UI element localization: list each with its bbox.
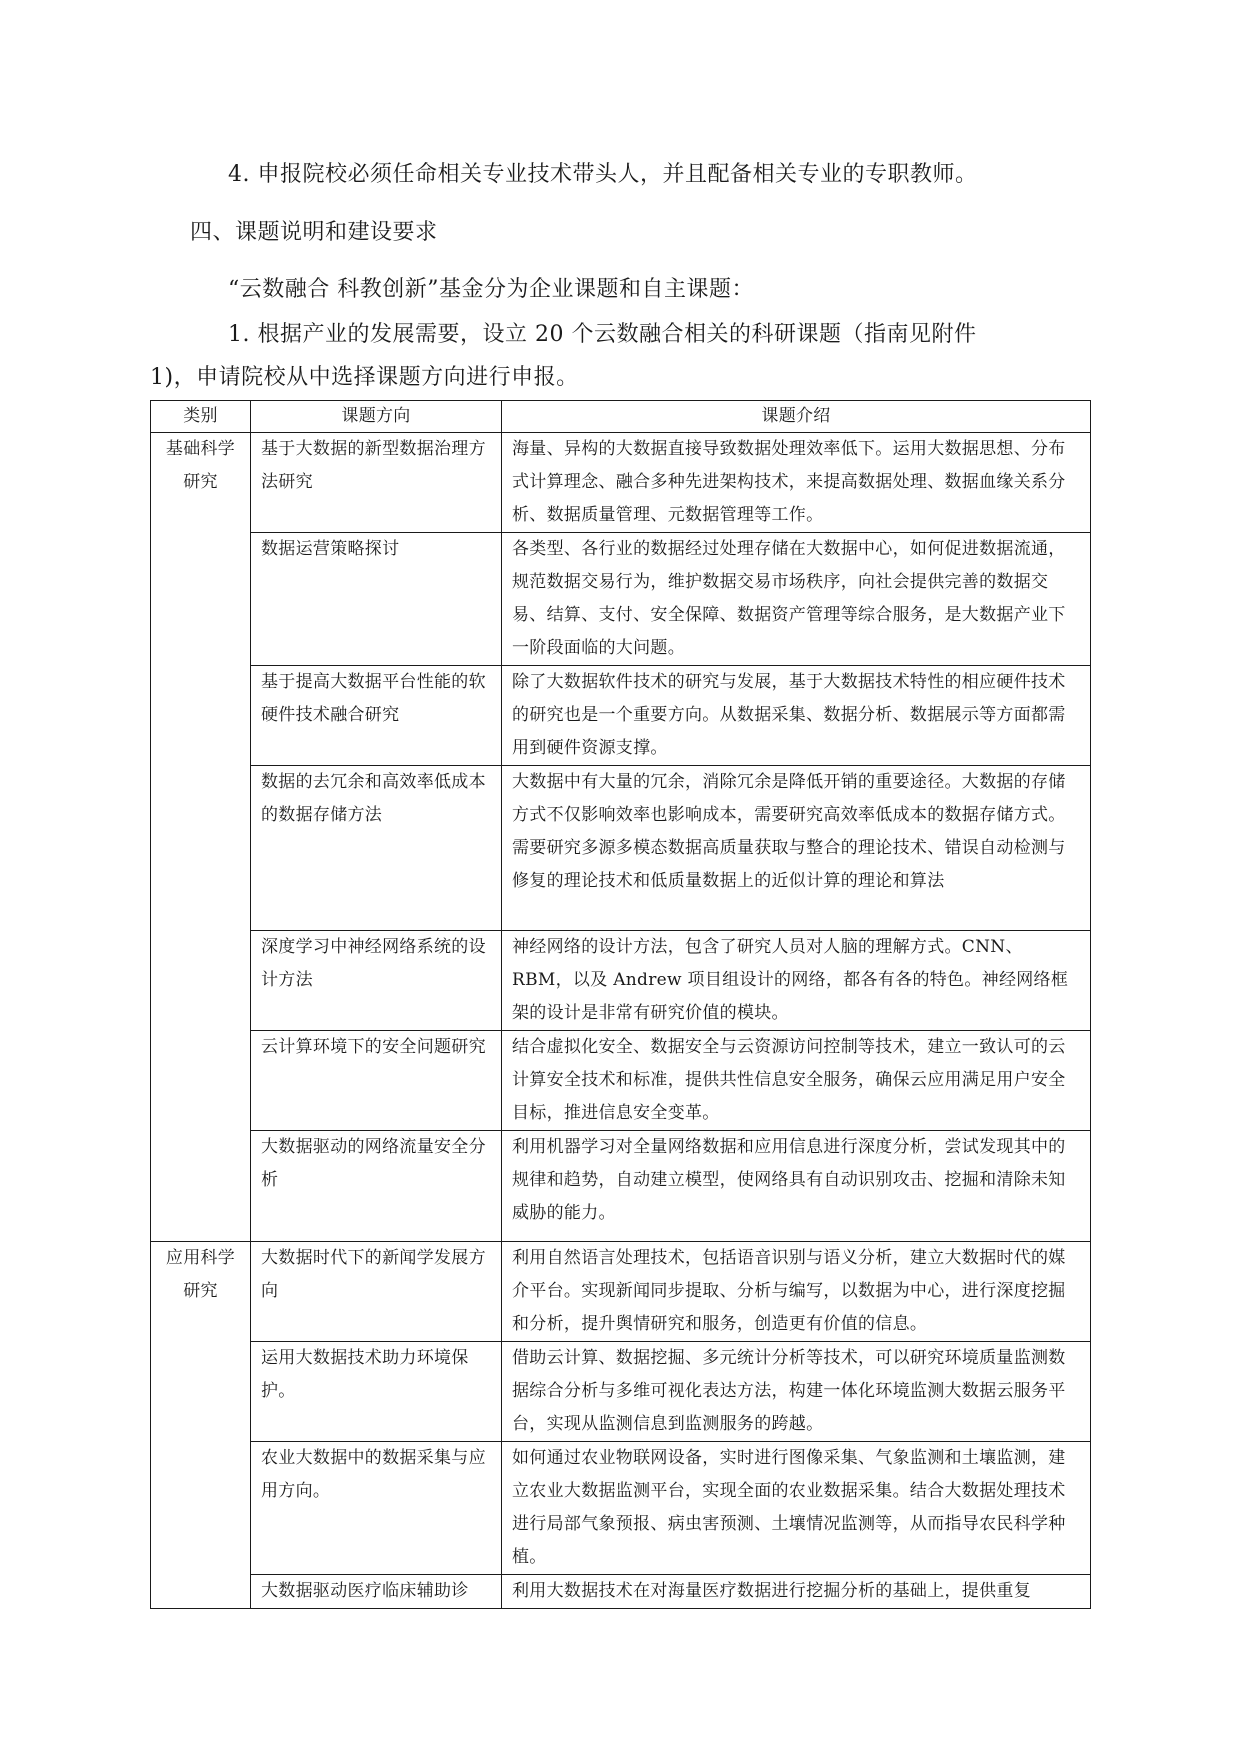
fund-intro: “云数融合 科教创新”基金分为企业课题和自主课题：: [228, 277, 754, 302]
table-row: [151, 931, 1091, 1031]
direction-cell: 农业大数据中的数据采集与应用方向。: [251, 1442, 502, 1575]
direction-cell: 数据运营策略探讨: [251, 533, 502, 666]
intro-cell: 各类型、各行业的数据经过处理存储在大数据中心，如何促进数据流通，规范数据交易行为，维护数据交易市场秩序，向社会提供完善的数据交易、结算、支付、安全保障、数据资产管理等综合服务，是大数据产业下一阶段面临的大问题。: [502, 533, 1091, 666]
direction-cell: 云计算环境下的安全问题研究: [251, 1031, 502, 1131]
table-row: [151, 1242, 1091, 1342]
table-row: [151, 433, 1091, 533]
intro-cell: 海量、异构的大数据直接导致数据处理效率低下。运用大数据思想、分布式计算理念、融合多种先进架构技术，来提高数据处理、数据血缘关系分析、数据质量管理、元数据管理等工作。: [502, 433, 1091, 533]
intro-cell: 利用机器学习对全量网络数据和应用信息进行深度分析，尝试发现其中的规律和趋势，自动建立模型，使网络具有自动识别攻击、挖掘和清除未知威胁的能力。: [502, 1131, 1091, 1242]
direction-cell: 大数据时代下的新闻学发展方向: [251, 1242, 502, 1342]
topic-item-1-line-1: 1. 根据产业的发展需要，设立 20 个云数融合相关的科研课题（指南见附件: [228, 322, 977, 347]
table-row: [151, 1442, 1091, 1575]
category-label-line: 应用科学: [165, 1248, 236, 1268]
topic-item-1-line-2: 1)，申请院校从中选择课题方向进行申报。: [150, 365, 579, 390]
direction-cell: 大数据驱动的网络流量安全分析: [251, 1131, 502, 1242]
requirement-item-4: 4. 申报院校必须任命相关专业技术带头人，并且配备相关专业的专职教师。: [228, 162, 978, 187]
table-row: [151, 1342, 1091, 1442]
category-label-line: 研究: [183, 472, 218, 492]
section-heading: 四、课题说明和建设要求: [190, 220, 438, 245]
table-row: [151, 766, 1091, 931]
direction-cell: 基于大数据的新型数据治理方法研究: [251, 433, 502, 533]
intro-cell: 借助云计算、数据挖掘、多元统计分析等技术，可以研究环境质量监测数据综合分析与多维可视化表达方法，构建一体化环境监测大数据云服务平台，实现从监测信息到监测服务的跨越。: [502, 1342, 1091, 1442]
intro-cell: 利用自然语言处理技术，包括语音识别与语义分析，建立大数据时代的媒介平台。实现新闻同步提取、分析与编写，以数据为中心，进行深度挖掘和分析，提升舆情研究和服务，创造更有价值的信息。: [502, 1242, 1091, 1342]
table-row: [151, 1131, 1091, 1242]
category-cell-basic: [151, 433, 251, 1242]
intro-cell: 除了大数据软件技术的研究与发展，基于大数据技术特性的相应硬件技术的研究也是一个重要方向。从数据采集、数据分析、数据展示等方面都需用到硬件资源支撑。: [502, 666, 1091, 766]
header-category: 类别: [151, 401, 251, 433]
intro-text: 神经网络的设计方法，包含了研究人员对人脑的理解方式。CNN、RBM，以及 Andrew 项目组设计的网络，都各有各的特色。神经网络框架的设计是非常有研究价值的模块。: [512, 937, 1069, 1023]
category-label-line: 研究: [183, 1281, 218, 1301]
header-direction: 课题方向: [251, 401, 502, 433]
category-label-line: 基础科学: [165, 439, 236, 459]
intro-cell: 如何通过农业物联网设备，实时进行图像采集、气象监测和土壤监测，建立农业大数据监测平台，实现全面的农业数据采集。结合大数据处理技术进行局部气象预报、病虫害预测、土壤情况监测等，从而指导农民科学种植。: [502, 1442, 1091, 1575]
topics-table: [150, 400, 1091, 1609]
category-cell-applied: [151, 1242, 251, 1609]
header-intro: 课题介绍: [502, 401, 1091, 433]
direction-cell: 大数据驱动医疗临床辅助诊: [251, 1575, 502, 1609]
table-row: [151, 666, 1091, 766]
table-row: [151, 1031, 1091, 1131]
intro-cell: 大数据中有大量的冗余，消除冗余是降低开销的重要途径。大数据的存储方式不仅影响效率也影响成本，需要研究高效率低成本的数据存储方式。需要研究多源多模态数据高质量获取与整合的理论技术、错误自动检测与修复的理论技术和低质量数据上的近似计算的理论和算法: [502, 766, 1091, 931]
direction-cell: 深度学习中神经网络系统的设计方法: [251, 931, 502, 1031]
table-row: [151, 1575, 1091, 1609]
intro-cell: [502, 931, 1091, 1031]
direction-cell: 运用大数据技术助力环境保护。: [251, 1342, 502, 1442]
table-row: [151, 533, 1091, 666]
intro-cell: 结合虚拟化安全、数据安全与云资源访问控制等技术，建立一致认可的云计算安全技术和标准，提供共性信息安全服务，确保云应用满足用户安全目标，推进信息安全变革。: [502, 1031, 1091, 1131]
direction-cell: 基于提高大数据平台性能的软硬件技术融合研究: [251, 666, 502, 766]
table-header-row: [151, 401, 1091, 433]
direction-cell: 数据的去冗余和高效率低成本的数据存储方法: [251, 766, 502, 931]
intro-cell: 利用大数据技术在对海量医疗数据进行挖掘分析的基础上，提供重复: [502, 1575, 1091, 1609]
